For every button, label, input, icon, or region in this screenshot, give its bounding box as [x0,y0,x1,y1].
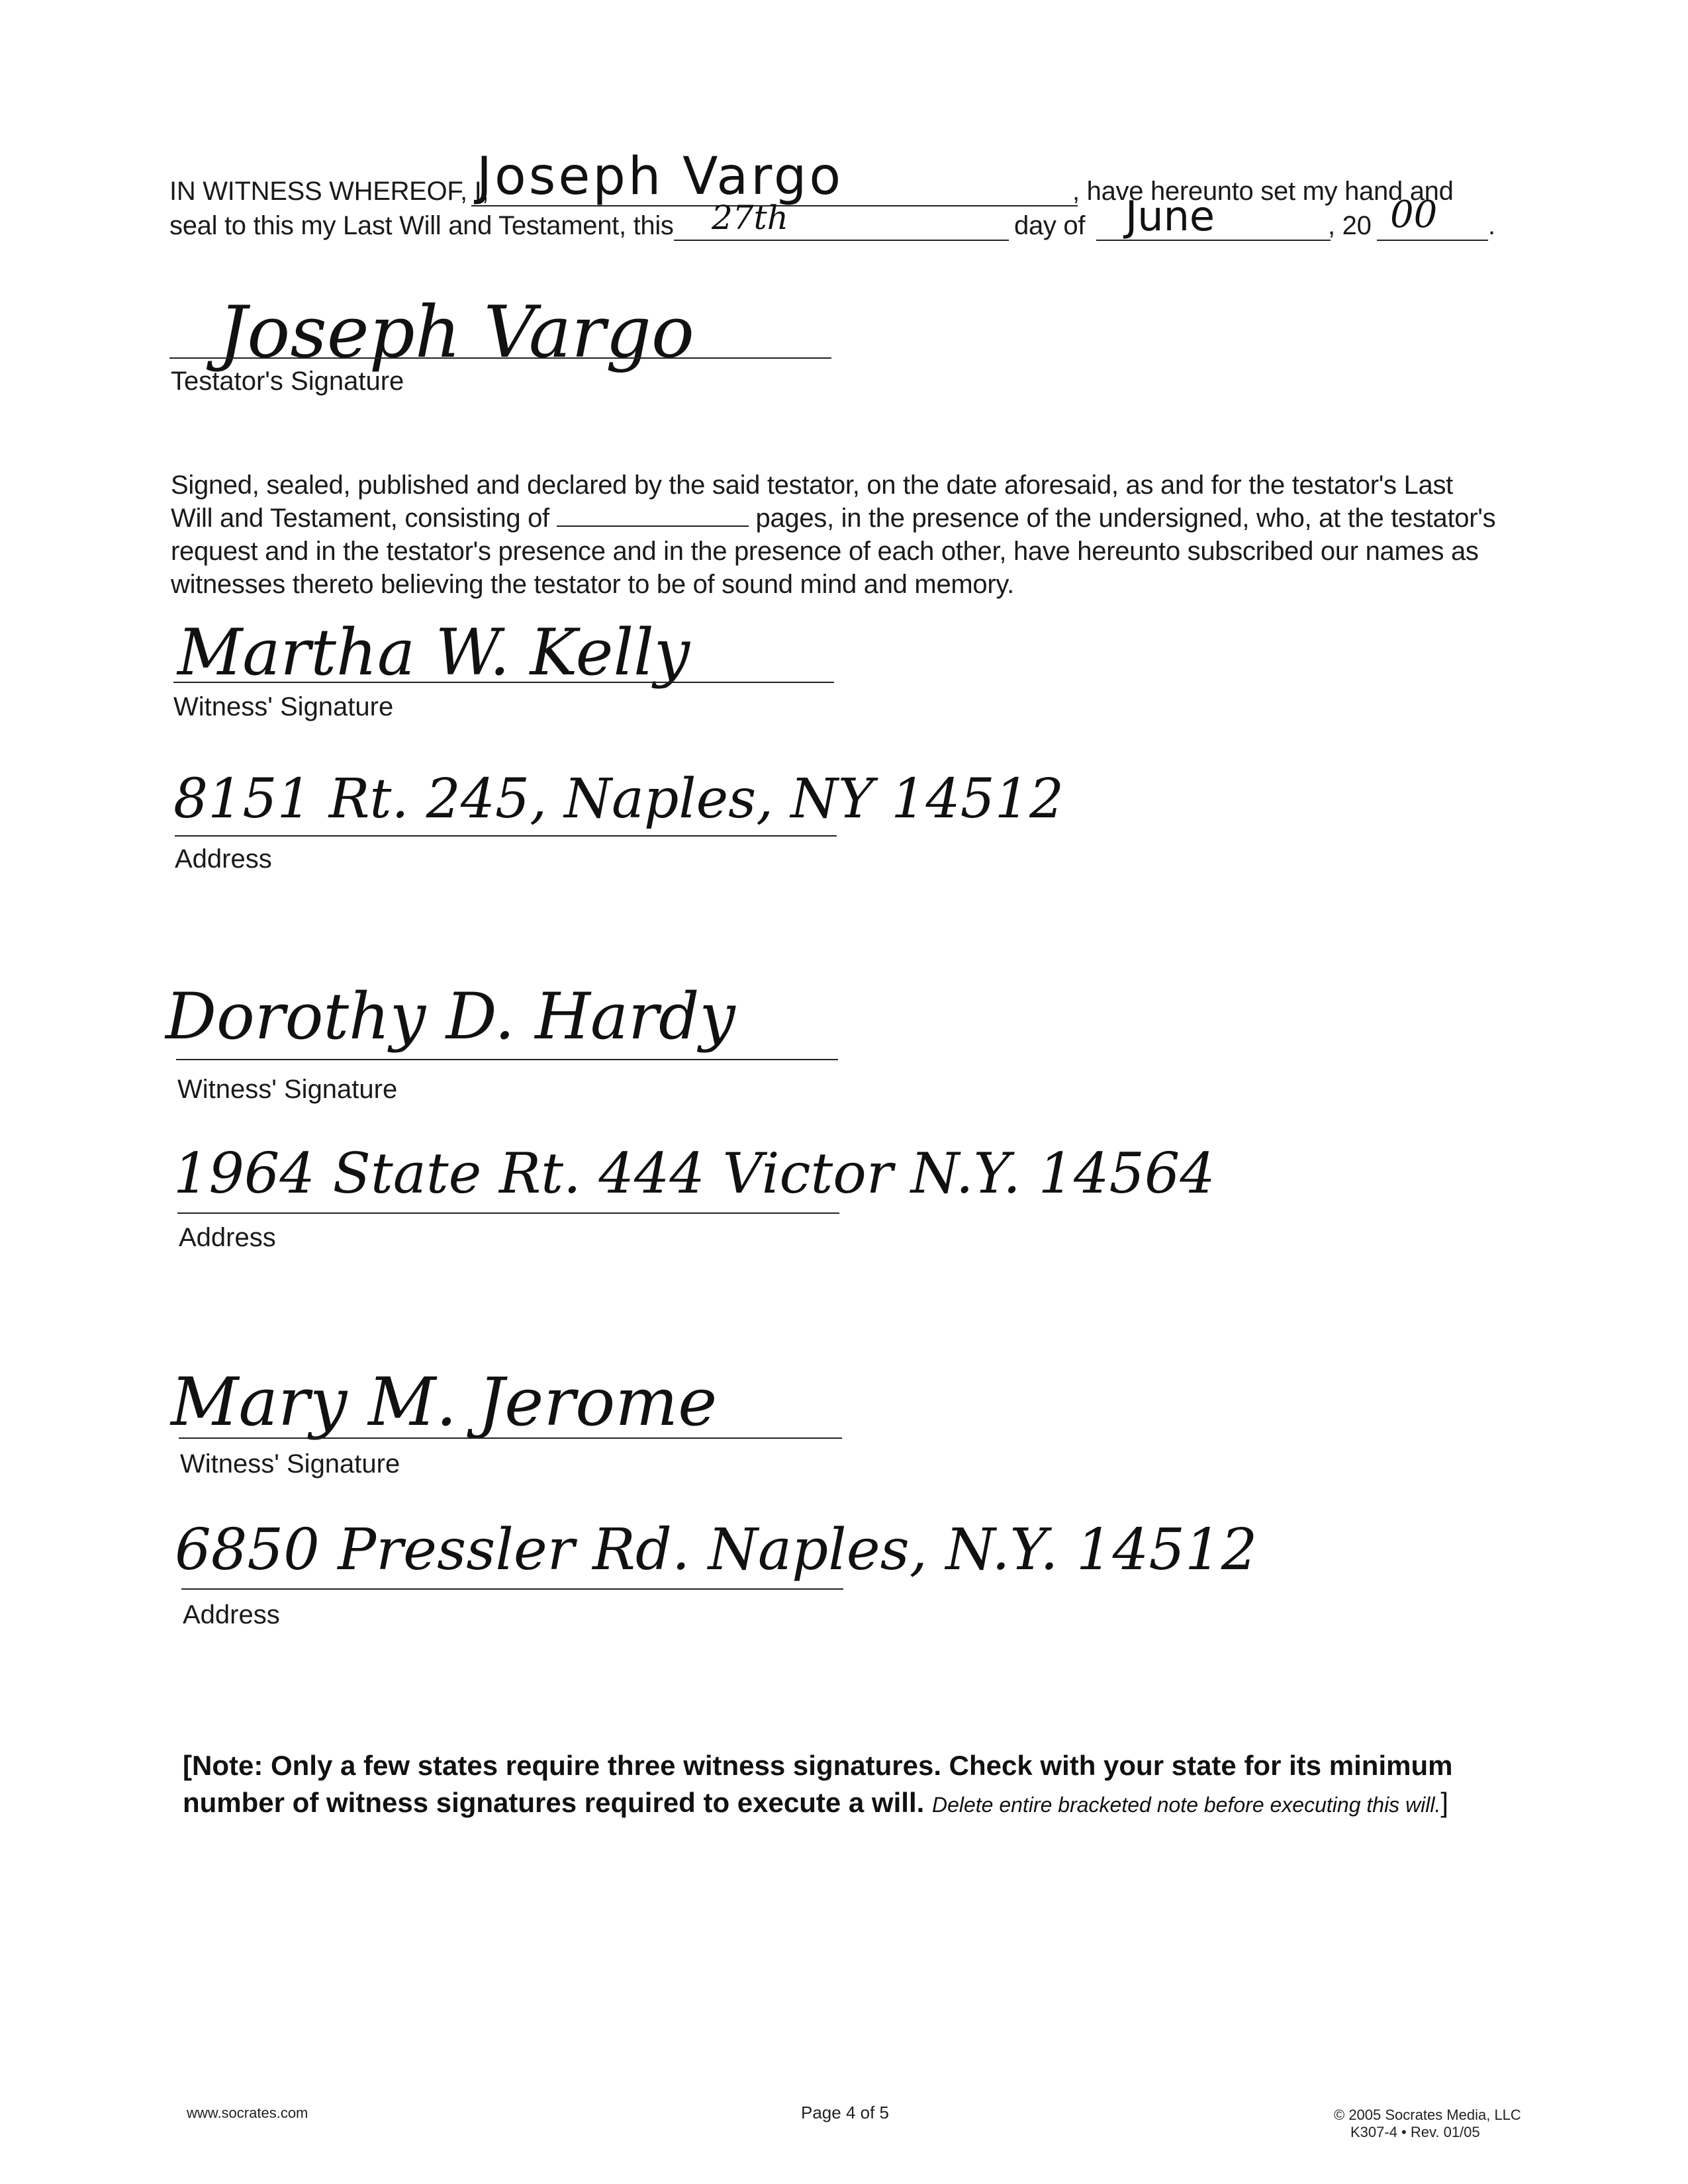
witness-2-address-label: Address [179,1223,276,1252]
footer-form-id: K307-4 • Rev. 01/05 [1350,2124,1480,2140]
day-line [674,240,1009,241]
witness-3-signature-handwritten: Mary M. Jerome [171,1363,718,1441]
page-count-blank [557,506,749,527]
footer-website: www.socrates.com [187,2105,308,2121]
bracketed-note [183,1747,1507,1823]
witness-1-signature-line [173,682,834,683]
witness-3-address-handwritten: 6850 Pressler Rd. Naples, N.Y. 14512 [175,1517,1258,1583]
month-handwritten: June [1125,192,1215,240]
attestation-after-name: , have hereunto set my hand and [1072,177,1454,206]
attestation-prefix: IN WITNESS WHEREOF, I, [169,177,489,206]
witness-1-signature-label: Witness' Signature [173,692,394,721]
year-prefix: , 20 [1328,211,1372,240]
note-small-text: Delete entire bracketed note before executing this will. [931,1793,1441,1817]
day-of-text: day of [1014,211,1086,240]
witness-2-signature-line [176,1059,838,1060]
witness-3-signature-line [179,1437,842,1439]
day-handwritten: 27th [712,199,788,237]
witness-clause [171,469,1501,601]
line2-period: . [1488,211,1495,240]
witness-3-signature-label: Witness' Signature [180,1449,400,1479]
footer-page-number: Page 4 of 5 [801,2103,889,2122]
testator-signature-line [169,357,831,359]
testator-signature-label: Testator's Signature [171,367,404,396]
witness-2-address-line [177,1212,839,1214]
witness-3-address-label: Address [183,1600,280,1629]
attestation-line2-prefix: seal to this my Last Will and Testament, this [169,211,674,240]
note-close-bracket: ] [1440,1787,1449,1818]
footer-copyright: © 2005 Socrates Media, LLC [1334,2107,1521,2123]
witness-clause-part2: pages, in the presence of the undersigned, who, at the testator's request and in the testator's presence and in the presence of each other, have hereunto subscribed our names as witnesses thereto believing the testator to be of sound mind and memory. [171,504,1496,599]
witness-1-signature-handwritten: Martha W. Kelly [177,615,690,690]
testator-signature-handwritten: Joseph Vargo [218,291,694,374]
witness-2-address-handwritten: 1964 State Rt. 444 Victor N.Y. 14564 [173,1141,1215,1206]
witness-2-signature-label: Witness' Signature [177,1075,398,1104]
witness-2-signature-handwritten: Dorothy D. Hardy [165,979,735,1054]
year-line [1377,240,1488,241]
witness-1-address-handwritten: 8151 Rt. 245, Naples, NY 14512 [173,768,1064,831]
witness-3-address-line [181,1588,843,1590]
year-handwritten: 00 [1390,193,1438,236]
testator-name-handwritten: Joseph Vargo [477,147,844,206]
witness-1-address-line [175,835,837,837]
witness-clause-part1: Signed, sealed, published and declared by the said testator, on the date aforesaid, as and for the testator's Last Will and Testament, consisting of [171,471,1453,533]
witness-1-address-label: Address [175,844,272,874]
note-bold-text: [Note: Only a few states require three witness signatures. Check with your state for its minimum number of witness signatures required to execute a will. [183,1750,1453,1818]
